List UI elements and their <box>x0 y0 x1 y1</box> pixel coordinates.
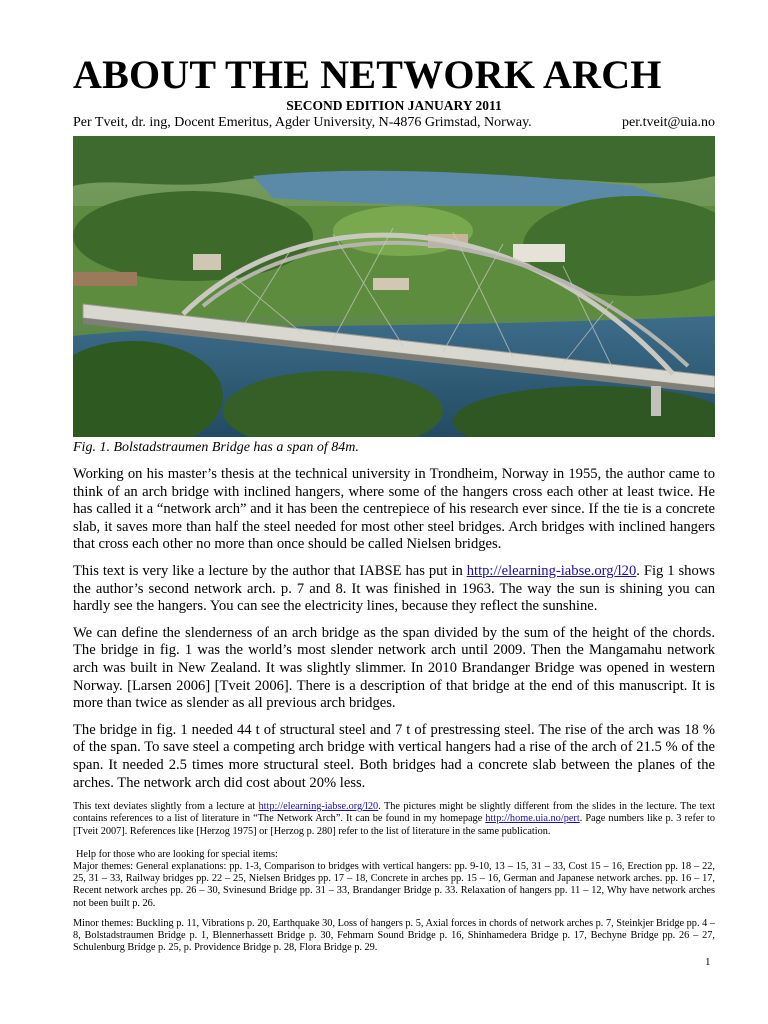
paragraph-4: The bridge in fig. 1 needed 44 t of structural steel and 7 t of prestressing steel. The rise of the arch was 18 % of the span. To save steel a competing arch bridge with vertical hangers had a rise of the arch of 21.5 % of the span. It needed 2.5 times more structural steel. Both bridges had a concrete slab between the planes of the arches. The network arch did cost about 20% less. <box>73 721 715 791</box>
elearning-link-note[interactable]: http://elearning-iabse.org/l20 <box>258 801 379 813</box>
lecture-note-after: . Page numbers like p. 3 refer to [Tveit 2007]. References like [Herzog 1975] or [Herzog p. 280] refer to the list of literature in the same publication. <box>73 813 715 837</box>
figure-caption: Fig. 1. Bolstadstraumen Bridge has a span of 84m. <box>73 440 359 455</box>
elearning-link[interactable]: http://elearning-iabse.org/l20 <box>466 562 637 579</box>
edition-line: SECOND EDITION JANUARY 2011 <box>286 98 502 113</box>
lecture-note-middle: . The pictures might be slightly different from the slides in the lecture. The text contains references to a list of literature in “The Network Arch”. It can be found in my homepage <box>73 801 716 825</box>
lecture-note-before: This text deviates slightly from a lecture at <box>73 801 259 813</box>
major-themes: Major themes: General explanations: pp. 1-3, Comparison to bridges with vertical hangers: pp. 9-10, 13 – 15, 31 – 33, Cost 15 – 16, Erection pp. 18 – 22, 25, 31 – 33, Railway bridges pp. 22 – 25, Nielsen Bridges pp. 17 – 18, Concrete in arches pp. 15 – 16, German and Japanese network arches. pp. 16 – 17, Recent network arches pp. 26 – 30, Svinesund Bridge pp. 31 – 33, Brandanger Bridge p. 33. Relaxation of hangers pp. 11 – 12, Why have network arches not been built p. 26. <box>73 860 715 909</box>
minor-themes: Minor themes: Buckling p. 11, Vibrations p. 20, Earthquake 30, Loss of hangers p. 5, Axial forces in chords of network arches p. 7, Steinkjer Bridge pp. 4 – 8, Bolstadstraumen Bridge p. 1, Blennerhassett Bridge p. 30, Fehmarn Sound Bridge p. 16, Shinhamedera Bridge p. 17, Bechyne Bridge pp. 26 – 27, Schulenburg Bridge p. 25, p. Providence Bridge p. 28, Flora Bridge p. 29. <box>73 917 715 954</box>
help-section <box>73 849 715 910</box>
paragraph-2-text-after: . Fig 1 shows the author’s second network arch. p. 7 and 8. It was finished in 1963. The way the sun is shining you can hardly see the hangers. You can see the electricity lines, because they reflect the sunshine. <box>73 562 715 615</box>
bridge-photo-illustration <box>73 136 715 437</box>
paragraph-2-text-before: This text is very like a lecture by the author that IABSE has put in <box>73 562 467 579</box>
lecture-note <box>73 801 715 838</box>
paragraph-3: We can define the slenderness of an arch bridge as the span divided by the sum of the height of the chords. The bridge in fig. 1 was the world’s most slender network arch until 2009. Then the Mangamahu network arch was built in New Zealand. It was slightly slimmer. In 2010 Brandanger Bridge was opened in western Norway. [Larsen 2006] [Tveit 2006]. There is a description of that bridge at the end of this manuscript. It is more than twice as slender as all previous arch bridges. <box>73 624 715 712</box>
paragraph-1: Working on his master’s thesis at the technical university in Trondheim, Norway in 1955, the author came to think of an arch bridge with inclined hangers, where some of the hangers cross each other at least twice. He has called it a “network arch” and it has been the centrepiece of his research ever since. If the tie is a concrete slab, it saves more than half the steel needed for most other steel bridges. Arch bridges with inclined hangers that cross each other no more than once should be called Nielsen bridges. <box>73 466 715 553</box>
homepage-link[interactable]: http://home.uia.no/pert <box>485 813 580 825</box>
paragraph-2 <box>73 563 715 616</box>
page-content <box>73 52 715 954</box>
page-number: 1 <box>705 956 711 968</box>
author-line <box>73 114 715 132</box>
bridge-photo <box>73 136 715 437</box>
author-email: per.tveit@uia.no <box>622 115 715 130</box>
author-info: Per Tveit, dr. ing, Docent Emeritus, Agder University, N-4876 Grimstad, Norway. <box>73 115 532 130</box>
page-title: ABOUT THE NETWORK ARCH <box>73 52 662 97</box>
help-heading: Help for those who are looking for special items: <box>76 848 278 860</box>
